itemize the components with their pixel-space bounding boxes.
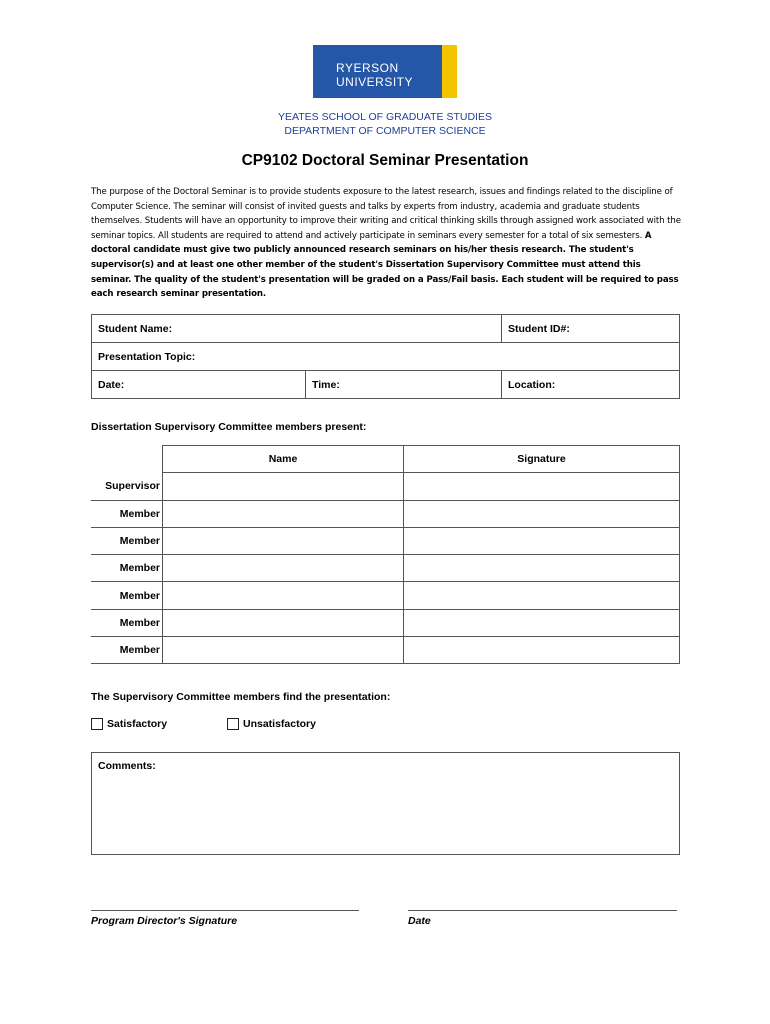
satisfactory-option[interactable] [91,718,167,730]
intro-normal-text: The purpose of the Doctoral Seminar is to provide students exposure to the latest research, issues and findings related to the discipline of Computer Science. The seminar will consist of invited guests and talks by experts from industry, academia and graduate students themselves. Students will have an opportunity to improve their writing and critical thinking skills through assigned work associated with the seminar topics. All students are required to attend and actively participate in seminars every semester for a total of six semesters. [91,187,681,241]
student-id-field[interactable]: Student ID#: [502,315,680,343]
student-name-field[interactable]: Student Name: [92,315,502,343]
role-cell: Member [91,582,163,609]
name-cell[interactable] [163,527,404,554]
signature-cell[interactable] [404,473,680,500]
role-cell: Member [91,609,163,636]
role-cell: Member [91,637,163,664]
date-field[interactable]: Date: [92,371,306,399]
name-column-header: Name [163,446,404,473]
name-cell[interactable] [163,609,404,636]
signature-column-header: Signature [404,446,680,473]
director-signature-label: Program Director's Signature [91,915,238,927]
name-cell[interactable] [163,637,404,664]
intro-bold-text: A doctoral candidate must give two publicly announced research seminars on his/her thesis research. The student's supervisor(s) and at least one other member of the student's Dissertation Supervisory Committee must attend this seminar. The quality of the student's presentation will be graded on a Pass/Fail basis. Each student will be required to pass each research seminar presentation. [91,230,679,300]
evaluation-label: The Supervisory Committee members find the presentation: [91,691,391,703]
time-field[interactable]: Time: [306,371,502,399]
location-field[interactable]: Location: [502,371,680,399]
signature-cell[interactable] [404,555,680,582]
comments-box[interactable] [91,752,680,855]
role-cell: Member [91,555,163,582]
logo-text-line1: RYERSON [336,61,399,75]
school-name: YEATES SCHOOL OF GRADUATE STUDIES [278,111,492,123]
page-title: CP9102 Doctoral Seminar Presentation [241,152,529,169]
name-cell[interactable] [163,582,404,609]
committee-table [91,445,680,664]
director-signature-line[interactable] [91,910,359,911]
checkbox-icon[interactable] [227,718,239,730]
intro-paragraph [91,185,681,302]
student-info-table [91,314,680,399]
role-cell: Member [91,527,163,554]
name-cell[interactable] [163,473,404,500]
role-cell: Member [91,500,163,527]
name-cell[interactable] [163,500,404,527]
logo-accent-bar [442,45,457,98]
committee-label: Dissertation Supervisory Committee members present: [91,421,367,433]
date-signature-label: Date [408,915,431,927]
role-cell: Supervisor [91,473,163,500]
comments-label: Comments: [98,760,156,772]
signature-cell[interactable] [404,637,680,664]
signature-cell[interactable] [404,500,680,527]
signature-cell[interactable] [404,527,680,554]
logo-text-line2: UNIVERSITY [336,75,414,89]
unsatisfactory-label: Unsatisfactory [243,718,316,730]
unsatisfactory-option[interactable] [227,718,316,730]
name-cell[interactable] [163,555,404,582]
blank-header-cell [91,446,163,473]
signature-cell[interactable] [404,609,680,636]
date-signature-line[interactable] [408,910,677,911]
checkbox-icon[interactable] [91,718,103,730]
department-name: DEPARTMENT OF COMPUTER SCIENCE [284,125,486,137]
presentation-topic-field[interactable]: Presentation Topic: [92,343,680,371]
satisfactory-label: Satisfactory [107,718,168,730]
signature-cell[interactable] [404,582,680,609]
